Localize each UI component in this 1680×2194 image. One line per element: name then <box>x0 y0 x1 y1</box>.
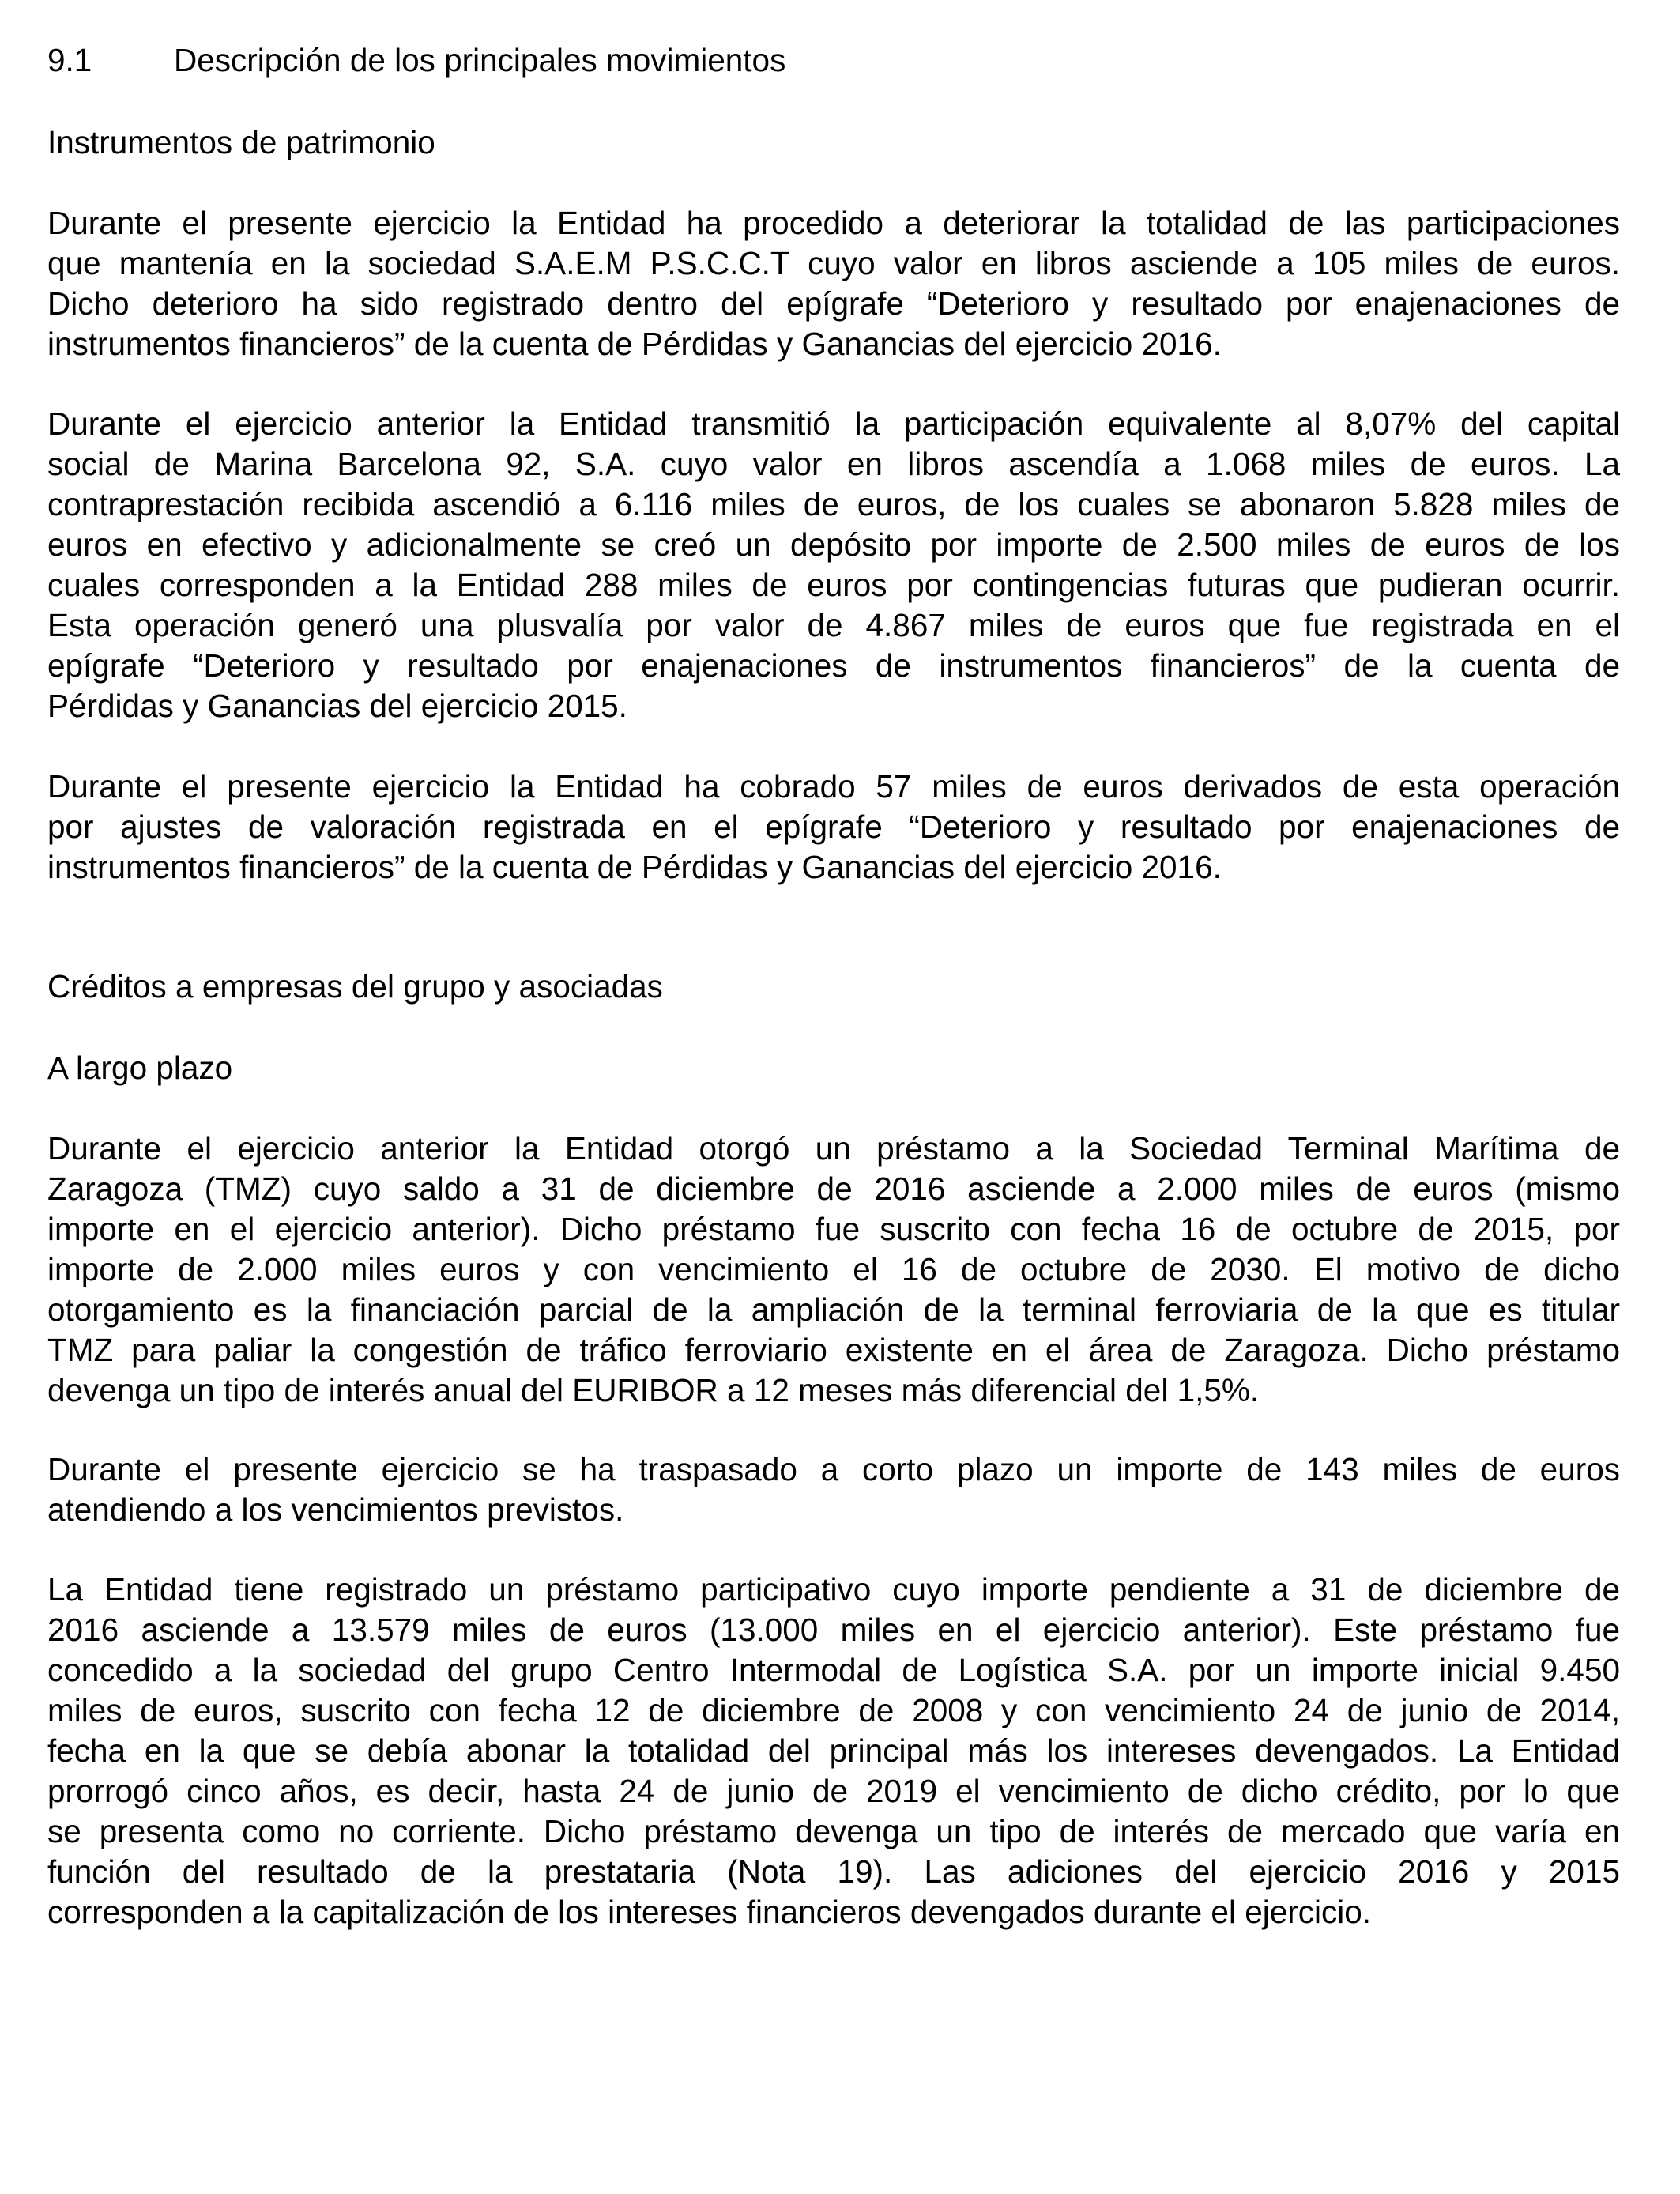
paragraph-line: Durante el ejercicio anterior la Entidad otorgó un préstamo a la Sociedad Terminal Marítima de <box>47 1130 1620 1167</box>
paragraph-line: Zaragoza (TMZ) cuyo saldo a 31 de diciembre de 2016 asciende a 2.000 miles de euros (mismo <box>47 1171 1620 1207</box>
paragraph-line: instrumentos financieros” de la cuenta de Pérdidas y Ganancias del ejercicio 2016. <box>47 326 1222 362</box>
paragraph-line: Esta operación generó una plusvalía por valor de 4.867 miles de euros que fue registrada en el <box>47 607 1620 643</box>
paragraph-line: otorgamiento es la financiación parcial de la ampliación de la terminal ferroviaria de la que es titular <box>47 1291 1620 1328</box>
paragraph-line: Dicho deterioro ha sido registrado dentro del epígrafe “Deterioro y resultado por enajenaciones de <box>47 285 1620 322</box>
paragraph-line: importe en el ejercicio anterior). Dicho préstamo fue suscrito con fecha 16 de octubre de 2015, por <box>47 1211 1620 1247</box>
paragraph-line: epígrafe “Deterioro y resultado por enajenaciones de instrumentos financieros” de la cuenta de <box>47 647 1620 684</box>
subsection-creditos: Créditos a empresas del grupo y asociadas <box>47 968 663 1005</box>
section-heading <box>47 40 785 81</box>
paragraph-line: fecha en la que se debía abonar la totalidad del principal más los intereses devengados. La Entidad <box>47 1732 1620 1769</box>
subsection-instrumentos: Instrumentos de patrimonio <box>47 124 435 160</box>
section-title: Descripción de los principales movimientos <box>174 42 786 78</box>
subsection-largo-plazo: A largo plazo <box>47 1050 233 1086</box>
paragraph-line: atendiendo a los vencimientos previstos. <box>47 1491 624 1528</box>
paragraph-line: cuales corresponden a la Entidad 288 miles de euros por contingencias futuras que pudieran ocurrir. <box>47 567 1620 603</box>
paragraph-line: prorrogó cinco años, es decir, hasta 24 de junio de 2019 el vencimiento de dicho crédito, por lo que <box>47 1773 1620 1809</box>
paragraph-2 <box>47 404 1620 726</box>
paragraph-line: euros en efectivo y adicionalmente se creó un depósito por importe de 2.500 miles de euros de los <box>47 526 1620 563</box>
paragraph-4 <box>47 1129 1620 1411</box>
paragraph-line: Durante el presente ejercicio se ha traspasado a corto plazo un importe de 143 miles de euros <box>47 1451 1620 1487</box>
paragraph-line: por ajustes de valoración registrada en el epígrafe “Deterioro y resultado por enajenaciones de <box>47 809 1620 845</box>
paragraph-line: miles de euros, suscrito con fecha 12 de diciembre de 2008 y con vencimiento 24 de junio de 2014, <box>47 1692 1620 1728</box>
section-number: 9.1 <box>47 42 92 78</box>
paragraph-line: Pérdidas y Ganancias del ejercicio 2015. <box>47 688 627 724</box>
paragraph-line: 2016 asciende a 13.579 miles de euros (13.000 miles en el ejercicio anterior). Este préstamo fue <box>47 1612 1620 1648</box>
paragraph-line: concedido a la sociedad del grupo Centro Intermodal de Logística S.A. por un importe inicial 9.450 <box>47 1652 1620 1688</box>
paragraph-line: Durante el presente ejercicio la Entidad ha procedido a deteriorar la totalidad de las participaciones <box>47 205 1620 241</box>
paragraph-line: devenga un tipo de interés anual del EURIBOR a 12 meses más diferencial del 1,5%. <box>47 1372 1260 1408</box>
paragraph-3 <box>47 767 1620 888</box>
paragraph-line: Durante el presente ejercicio la Entidad ha cobrado 57 miles de euros derivados de esta operación <box>47 768 1620 805</box>
paragraph-line: corresponden a la capitalización de los intereses financieros devengados durante el ejercicio. <box>47 1894 1372 1930</box>
paragraph-line: función del resultado de la prestataria (Nota 19). Las adiciones del ejercicio 2016 y 2015 <box>47 1853 1620 1890</box>
paragraph-line: importe de 2.000 miles euros y con vencimiento el 16 de octubre de 2030. El motivo de dicho <box>47 1251 1620 1287</box>
paragraph-1 <box>47 203 1620 364</box>
paragraph-line: TMZ para paliar la congestión de tráfico ferroviario existente en el área de Zaragoza. Dicho préstamo <box>47 1332 1620 1368</box>
paragraph-6 <box>47 1570 1620 1932</box>
paragraph-line: instrumentos financieros” de la cuenta de Pérdidas y Ganancias del ejercicio 2016. <box>47 849 1222 885</box>
paragraph-line: social de Marina Barcelona 92, S.A. cuyo valor en libros ascendía a 1.068 miles de euros. La <box>47 446 1620 482</box>
paragraph-5 <box>47 1449 1620 1530</box>
paragraph-line: se presenta como no corriente. Dicho préstamo devenga un tipo de interés de mercado que varía en <box>47 1813 1620 1849</box>
paragraph-line: Durante el ejercicio anterior la Entidad transmitió la participación equivalente al 8,07% del capital <box>47 405 1620 442</box>
paragraph-line: contraprestación recibida ascendió a 6.116 miles de euros, de los cuales se abonaron 5.828 miles de <box>47 486 1620 522</box>
paragraph-line: que mantenía en la sociedad S.A.E.M P.S.C.C.T cuyo valor en libros asciende a 105 miles de euros. <box>47 245 1620 281</box>
paragraph-line: La Entidad tiene registrado un préstamo participativo cuyo importe pendiente a 31 de diciembre de <box>47 1571 1620 1608</box>
